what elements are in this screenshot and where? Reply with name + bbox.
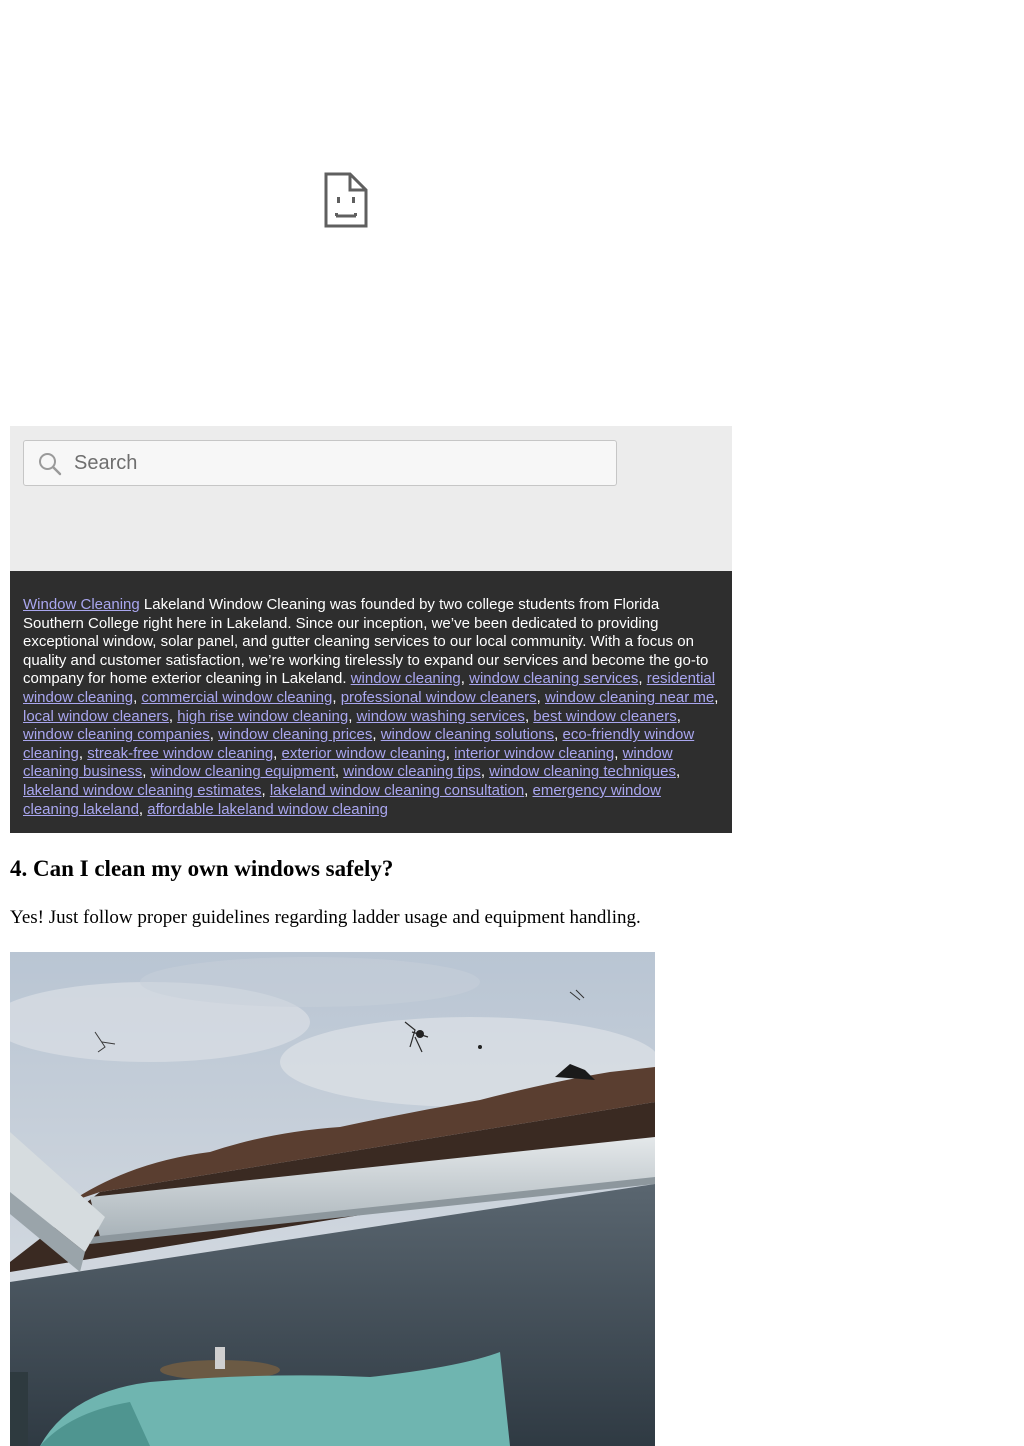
widget-footer bbox=[10, 571, 732, 833]
keyword-link[interactable]: window cleaning bbox=[350, 670, 461, 688]
keyword-link[interactable]: emergency window cleaning lakeland bbox=[23, 781, 661, 818]
keyword-link[interactable]: lakeland window cleaning estimates bbox=[23, 781, 262, 799]
keyword-link[interactable]: interior window cleaning bbox=[454, 744, 615, 762]
keyword-link[interactable]: window cleaning prices bbox=[218, 726, 373, 744]
keyword-link[interactable]: window cleaning business bbox=[23, 744, 673, 781]
keyword-link[interactable]: window cleaning equipment bbox=[150, 763, 335, 781]
gutter-photo bbox=[10, 952, 655, 1446]
search-area bbox=[10, 426, 732, 571]
keyword-link[interactable]: streak-free window cleaning bbox=[87, 744, 274, 762]
broken-page-icon bbox=[324, 172, 368, 228]
search-icon bbox=[38, 452, 62, 476]
keyword-link[interactable]: window cleaning near me bbox=[544, 688, 715, 706]
keyword-link[interactable]: residential window cleaning bbox=[23, 670, 716, 706]
search-input[interactable] bbox=[74, 447, 594, 479]
keyword-link[interactable]: window washing services bbox=[356, 707, 525, 725]
keyword-link[interactable]: window cleaning companies bbox=[23, 726, 210, 744]
keyword-link[interactable]: affordable lakeland window cleaning bbox=[147, 800, 388, 818]
keyword-link[interactable]: local window cleaners bbox=[23, 707, 169, 725]
search-box[interactable] bbox=[23, 440, 617, 486]
company-description: Lakeland Window Cleaning was founded by two college students from Florida Southern College right here in Lakeland. Since our inception, we’ve been dedicated to providing exceptional window, solar panel, and gutter cleaning services to our local community. With a focus on quality and customer satisfaction, we’re working tirelessly to expand our services and become the go-to company for home exterior cleaning in Lakeland. bbox=[23, 596, 709, 688]
keyword-link[interactable]: commercial window cleaning bbox=[141, 688, 333, 706]
keyword-link[interactable]: professional window cleaners bbox=[340, 688, 537, 706]
faq-answer: Yes! Just follow proper guidelines regarding ladder usage and equipment handling. bbox=[10, 907, 641, 928]
window-cleaning-link[interactable]: Window Cleaning bbox=[23, 596, 140, 613]
keyword-links: window cleaning, window cleaning services, residential window cleaning, commercial window cleaning, professional window cleaners, window cleaning near me, local window cleaners, high rise window cleaning, window washing services, best window cleaners, window cleaning companies, window cleaning prices, window cleaning solutions, eco-friendly window cleaning, streak-free window cleaning, exterior window cleaning, interior window cleaning, window cleaning business, window cleaning equipment, window cleaning tips, window cleaning techniques, lakeland window cleaning estimates, lakeland window cleaning consultation, emergency window cleaning lakeland, affordable lakeland window cleaning bbox=[23, 670, 719, 818]
keyword-link[interactable]: window cleaning techniques bbox=[489, 763, 676, 781]
keyword-link[interactable]: exterior window cleaning bbox=[281, 744, 446, 762]
keyword-link[interactable]: eco-friendly window cleaning bbox=[23, 726, 695, 762]
keyword-link[interactable]: window cleaning tips bbox=[343, 763, 481, 781]
keyword-link[interactable]: window cleaning solutions bbox=[380, 726, 555, 744]
faq-question-heading: 4. Can I clean my own windows safely? bbox=[10, 856, 394, 881]
keyword-link[interactable]: best window cleaners bbox=[533, 707, 677, 725]
embedded-widget bbox=[10, 426, 732, 833]
keyword-link[interactable]: high rise window cleaning bbox=[177, 707, 349, 725]
keyword-link[interactable]: lakeland window cleaning consultation bbox=[269, 781, 525, 799]
keyword-link[interactable]: window cleaning services bbox=[469, 670, 639, 688]
